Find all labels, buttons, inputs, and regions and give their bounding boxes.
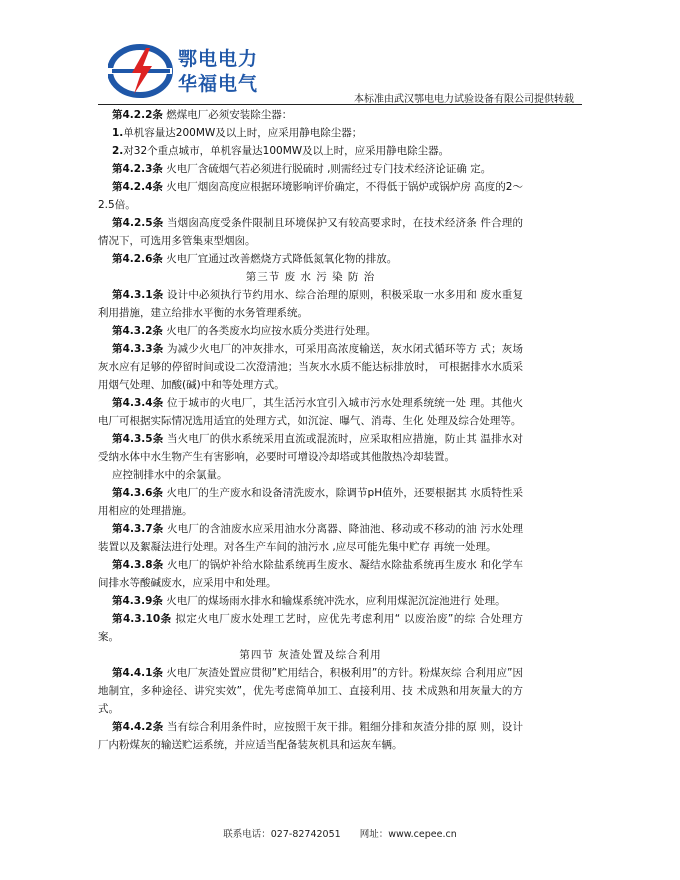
clause-paragraph <box>98 160 523 178</box>
logo-text-line1: 鄂电电力 <box>178 48 259 70</box>
clause-paragraph <box>98 178 523 214</box>
clause-paragraph <box>98 520 523 556</box>
clause-text: 当烟囱高度受条件限制且环境保护又有较高要求时，在技术经济条 件合理的情况下，可选用多管集束型烟囱。 <box>98 217 523 247</box>
document-body <box>98 106 523 754</box>
section-heading: 第三节 废 水 污 染 防 治 <box>245 271 376 283</box>
clause-paragraph <box>98 394 523 430</box>
clause-number: 第4.4.1条 <box>112 667 163 679</box>
provider-note: 本标准由武汉鄂电电力试验设备有限公司提供转载 <box>354 94 574 105</box>
clause-number: 第4.2.4条 <box>112 181 163 193</box>
clause-text: 位于城市的火电厂，其生活污水宜引入城市污水处理系统统一处 理。其他火电厂可根据实际情况选用适宜的处理方式，如沉淀、曝气、消毒、生化 处理及综合处理等。 <box>98 397 523 427</box>
clause-number: 1. <box>112 127 124 139</box>
clause-paragraph <box>98 286 523 322</box>
clause-number: 第4.3.8条 <box>112 559 164 571</box>
section-heading: 第四节 灰渣处置及综合利用 <box>239 649 382 661</box>
logo-text-line2: 华福电气 <box>178 73 259 95</box>
clause-number: 第4.3.9条 <box>112 595 163 607</box>
clause-number: 第4.2.3条 <box>112 163 163 175</box>
clause-paragraph <box>98 592 523 610</box>
clause-paragraph <box>98 340 523 394</box>
clause-text: 火电厂宜通过改善燃烧方式降低氮氧化物的排放。 <box>162 253 398 265</box>
clause-number: 第4.3.2条 <box>112 325 163 337</box>
clause-paragraph <box>98 664 523 718</box>
clause-number: 第4.2.5条 <box>112 217 164 229</box>
clause-number: 第4.3.6条 <box>112 487 164 499</box>
clause-text: 当有综合利用条件时，应按照干灰干排。粗细分排和灰渣分排的原 则，设计厂内粉煤灰的输送贮运系统，并应适当配备装灰机具和运灰车辆。 <box>98 721 523 751</box>
clause-paragraph <box>98 322 523 340</box>
clause-text: 燃煤电厂必须安装除尘器： <box>162 109 293 121</box>
clause-paragraph <box>98 718 523 754</box>
clause-number: 2. <box>112 145 124 157</box>
clause-number: 第4.3.7条 <box>112 523 164 535</box>
clause-text: 火电厂烟囱高度应根据环境影响评价确定，不得低于锅炉或锅炉房 高度的2～2.5倍。 <box>98 181 523 211</box>
footer <box>0 826 680 840</box>
clause-paragraph <box>98 484 523 520</box>
clause-text: 为减少火电厂的冲灰排水，可采用高浓度输送，灰水闭式循环等方 式；灰场灰水应有足够的停留时间或设二次澄清池；当灰水水质不能达标排放时， 可根据排水水质采用烟气处理、加酸(碱)中和等处理方式。 <box>98 343 523 391</box>
clause-number: 第4.3.3条 <box>112 343 164 355</box>
clause-paragraph <box>98 610 523 646</box>
clause-number: 第4.3.1条 <box>112 289 164 301</box>
clause-paragraph <box>98 124 523 142</box>
footer-phone: 联系电话：027-82742051 <box>223 829 341 840</box>
logo-emblem-icon <box>108 42 174 100</box>
clause-text: 应控制排水中的余氯量。 <box>112 469 228 481</box>
clause-text: 火电厂含硫烟气若必须进行脱硫时 ,则需经过专门技术经济论证确 定。 <box>162 163 492 175</box>
clause-text: 当火电厂的供水系统采用直流或混流时，应采取相应措施，防止其 温排水对受纳水体中水生物产生有害影响，必要时可增设冷却塔或其他散热冷却装置。 <box>98 433 523 463</box>
clause-text: 火电厂的含油废水应采用油水分离器、降油池、移动或不移动的油 污水处理装置以及絮凝法进行处理。对各生产车间的油污水 ,应尽可能先集中贮存 再统一处理。 <box>98 523 523 553</box>
footer-website: 网址：www.cepee.cn <box>359 829 457 840</box>
clause-paragraph <box>98 106 523 124</box>
clause-paragraph <box>98 556 523 592</box>
clause-number: 第4.4.2条 <box>112 721 164 733</box>
company-logo <box>108 38 278 100</box>
clause-number: 第4.3.10条 <box>112 613 172 625</box>
header-rule <box>98 104 582 105</box>
clause-paragraph <box>98 214 523 250</box>
clause-text: 火电厂的锅炉补给水除盐系统再生废水、凝结水除盐系统再生废水 和化学车间排水等酸碱废水，应采用中和处理。 <box>98 559 523 589</box>
clause-number: 第4.2.2条 <box>112 109 163 121</box>
clause-paragraph <box>98 430 523 466</box>
clause-paragraph <box>98 466 523 484</box>
clause-number: 第4.2.6条 <box>112 253 163 265</box>
clause-paragraph <box>98 142 523 160</box>
clause-paragraph <box>98 250 523 268</box>
clause-text: 设计中必须执行节约用水、综合治理的原则，积极采取一水多用和 废水重复利用措施，建立给排水平衡的水务管理系统。 <box>98 289 523 319</box>
clause-text: 火电厂的煤场雨水排水和输煤系统冲洗水，应利用煤泥沉淀池进行 处理。 <box>162 595 506 607</box>
clause-text: 拟定火电厂废水处理工艺时，应优先考虑利用“ 以废治废”的综 合处理方案。 <box>98 613 523 643</box>
clause-number: 第4.3.4条 <box>112 397 164 409</box>
clause-text: 火电厂的各类废水均应按水质分类进行处理。 <box>162 325 377 337</box>
clause-text: 火电厂灰渣处置应贯彻”贮用结合，积极利用”的方针。粉煤灰综 合利用应”因地制宜，多种途径、讲究实效”，优先考虑简单加工、直接利用、技 术成熟和用灰量大的方式。 <box>98 667 523 715</box>
clause-text: 对32个重点城市，单机容量达100MW及以上时，应采用静电除尘器。 <box>123 145 450 157</box>
clause-text: 单机容量达200MW及以上时，应采用静电除尘器； <box>123 127 363 139</box>
clause-number: 第4.3.5条 <box>112 433 164 445</box>
clause-text: 火电厂的生产废水和设备清洗废水，除调节pH值外，还要根据其 水质特性采用相应的处理措施。 <box>98 487 524 517</box>
